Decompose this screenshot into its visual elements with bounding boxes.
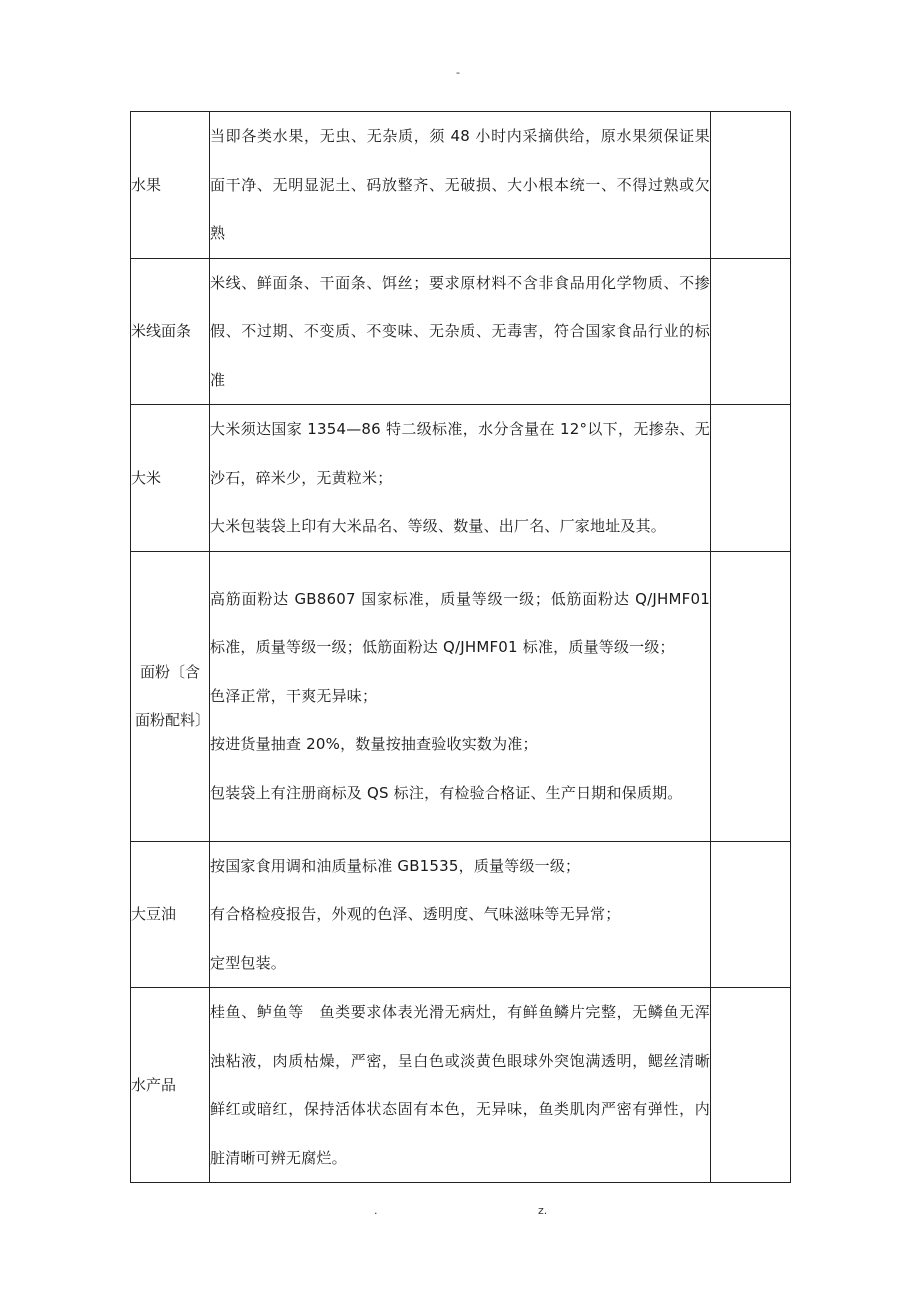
- category-cell: 米线面条: [131, 258, 210, 405]
- remarks-cell: [711, 112, 791, 259]
- description-cell: [210, 112, 711, 259]
- description-paragraph: 按进货量抽查 20%，数量按抽查验收实数为准；: [210, 735, 538, 754]
- food-spec-table: [130, 111, 791, 1183]
- remarks-cell: [711, 405, 791, 552]
- table-row-noodles: [131, 258, 791, 405]
- description-paragraph: 包装袋上有注册商标及 QS 标注，有检验合格证、生产日期和保质期。: [210, 783, 683, 802]
- table-row-soybean-oil: [131, 841, 791, 988]
- description-paragraph: 大米包装袋上印有大米品名、等级、数量、出厂名、厂家地址及其。: [210, 517, 667, 535]
- category-cell: 面粉〔含面粉配料〕: [131, 551, 210, 841]
- remarks-cell: [711, 551, 791, 841]
- category-cell: 大米: [131, 405, 210, 552]
- description-paragraph: 按国家食用调和油质量标准 GB1535，质量等级一级；: [210, 856, 581, 875]
- remarks-cell: [711, 988, 791, 1183]
- page-footer-right-mark: z.: [538, 1204, 548, 1217]
- page-footer-left-mark: .: [374, 1204, 378, 1217]
- description-paragraph: 大米须达国家 1354—86 特二级标准，水分含量在 12°以下，无掺杂、无沙石，碎米少，无黄粒米；: [210, 420, 710, 487]
- description-cell: [210, 551, 711, 841]
- description-paragraph: 高筋面粉达 GB8607 国家标准，质量等级一级；低筋面粉达 Q/JHMF01 标准，质量等级一级；低筋面粉达 Q/JHMF01 标准，质量等级一级；: [210, 589, 710, 657]
- description-paragraph: 定型包装。: [210, 953, 287, 972]
- table-row-aquatic-products: [131, 988, 791, 1183]
- description-paragraph: 桂鱼、鲈鱼等 鱼类要求体表光滑无病灶，有鲜鱼鳞片完整，无鳞鱼无浑浊粘液，肉质枯燥，严密，呈白色或淡黄色眼球外突饱满透明，鳃丝清晰鲜红或暗红，保持活体状态固有本色，无异味，鱼类肌肉严密有弹性，内脏清晰可辨无腐烂。: [210, 1003, 710, 1167]
- category-cell: 大豆油: [131, 841, 210, 988]
- remarks-cell: [711, 258, 791, 405]
- description-paragraph: 色泽正常，干爽无异味；: [210, 686, 378, 705]
- category-cell: 水产品: [131, 988, 210, 1183]
- description-paragraph: 有合格检疫报告，外观的色泽、透明度、气味滋味等无异常；: [210, 905, 621, 923]
- description-paragraph: 当即各类水果，无虫、无杂质，须 48 小时内采摘供给，原水果须保证果面干净、无明显泥土、码放整齐、无破损、大小根本统一、不得过熟或欠熟: [210, 127, 710, 242]
- description-paragraph: 米线、鲜面条、干面条、饵丝；要求原材料不含非食品用化学物质、不掺假、不过期、不变质、不变味、无杂质、无毒害，符合国家食品行业的标准: [210, 273, 710, 389]
- description-cell: [210, 405, 711, 552]
- description-cell: [210, 258, 711, 405]
- remarks-cell: [711, 841, 791, 988]
- description-cell: [210, 988, 711, 1183]
- category-cell: 水果: [131, 112, 210, 259]
- description-cell: [210, 841, 711, 988]
- table-row-fruit: [131, 112, 791, 259]
- page-header-mark: -: [456, 66, 460, 79]
- table-row-rice: [131, 405, 791, 552]
- table-row-flour: [131, 551, 791, 841]
